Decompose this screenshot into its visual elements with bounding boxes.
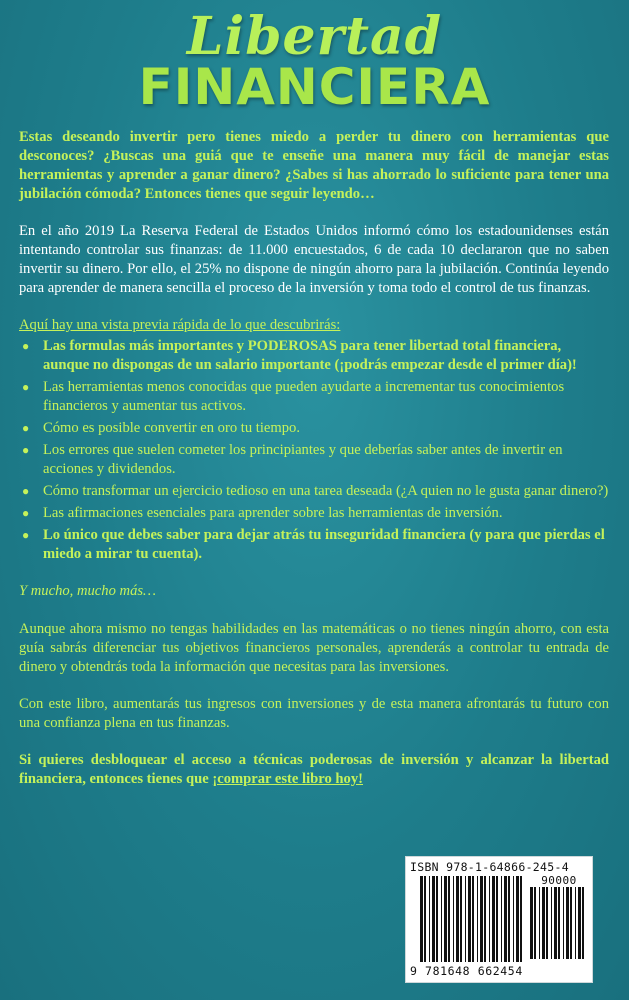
bullet-icon: ● — [22, 506, 30, 520]
guide-paragraph: Aunque ahora mismo no tengas habilidades en las matemáticas o no tienes ningún ahorro, con esta guía sabrás diferenciar tus objetivos financieros personales, aprenderás a controlar tu entrada de dinero y obtendrás toda la información que necesitas para las inversiones. — [19, 621, 609, 675]
buy-link[interactable]: ¡comprar este libro hoy! — [212, 771, 363, 787]
bullet-icon: ● — [22, 421, 30, 435]
list-item-text: Las formulas más importantes y PODEROSAS para tener libertad total financiera, aunque no dispongas de un salario importante (¡podrás empezar desde el primer día)! — [43, 338, 577, 373]
list-item — [19, 337, 609, 375]
list-item-text: Lo único que debes saber para dejar atrás tu inseguridad financiera (y para que pierdas el miedo a mirar tu cuenta). — [43, 527, 605, 562]
bullet-icon: ● — [22, 339, 30, 353]
list-item-text: Los errores que suelen cometer los principiantes y que deberías saber antes de invertir en acciones y dividendos. — [43, 442, 563, 477]
bullet-icon: ● — [22, 484, 30, 498]
list-item — [19, 419, 609, 438]
cta-text: Si quieres desbloquear el acceso a técnicas poderosas de inversión y alcanzar la libertad financiera, entonces tienes que — [19, 752, 609, 787]
title-libertad: Libertad — [186, 6, 443, 67]
isbn-barcode — [405, 856, 593, 983]
preview-list — [19, 337, 609, 564]
bullet-icon: ● — [22, 528, 30, 542]
intro-paragraph: Estas deseando invertir pero tienes miedo a perder tu dinero con herramientas que desconoces? ¿Buscas una guiá que te enseñe una manera muy fácil de manejar estas herramientas y aprender a ganar dinero? ¿Sabes si has ahorrado lo suficiente para tener una jubilación cómoda? Entonces tienes que seguir leyendo… — [19, 129, 609, 202]
barcode-bars — [420, 876, 524, 962]
statistics-paragraph: En el año 2019 La Reserva Federal de Estados Unidos informó cómo los estadounidenses están intentando controlar sus finanzas: de 11.000 encuestados, 6 de cada 10 declararon que no saben invertir su dinero. Por ello, el 25% no dispone de ningún ahorro para la jubilación. Continúa leyendo para aprender de manera sencilla el proceso de la inversión y toma todo el control de tus finanzas. — [19, 223, 609, 296]
list-item-text: Las herramientas menos conocidas que pueden ayudarte a incrementar tus conocimientos financieros y aumentar tus activos. — [43, 379, 565, 414]
list-item — [19, 482, 609, 501]
preview-heading: Aquí hay una vista previa rápida de lo que descubrirás: — [19, 317, 341, 333]
list-item — [19, 526, 609, 564]
addon-barcode-bars — [530, 887, 588, 959]
list-item-text: Las afirmaciones esenciales para aprender sobre las herramientas de inversión. — [43, 505, 503, 521]
blurb — [19, 128, 609, 789]
book-paragraph: Con este libro, aumentarás tus ingresos con inversiones y de esta manera afrontarás tu futuro con una confianza plena en tus finanzas. — [19, 696, 609, 731]
price-addon-number: 90000 — [541, 874, 577, 887]
isbn-number: ISBN 978-1-64866-245-4 — [410, 860, 569, 874]
ean-number: 9 781648 662454 — [410, 964, 523, 978]
call-to-action — [19, 751, 609, 789]
list-item-text: Cómo es posible convertir en oro tu tiempo. — [43, 420, 300, 436]
title-financiera: FINANCIERA — [138, 58, 491, 116]
list-item — [19, 378, 609, 416]
bullet-icon: ● — [22, 443, 30, 457]
list-item — [19, 441, 609, 479]
list-item-text: Cómo transformar un ejercicio tedioso en una tarea deseada (¿A quien no le gusta ganar dinero?) — [43, 483, 609, 499]
list-item — [19, 504, 609, 523]
bullet-icon: ● — [22, 380, 30, 394]
and-more-text: Y mucho, mucho más… — [19, 583, 157, 599]
